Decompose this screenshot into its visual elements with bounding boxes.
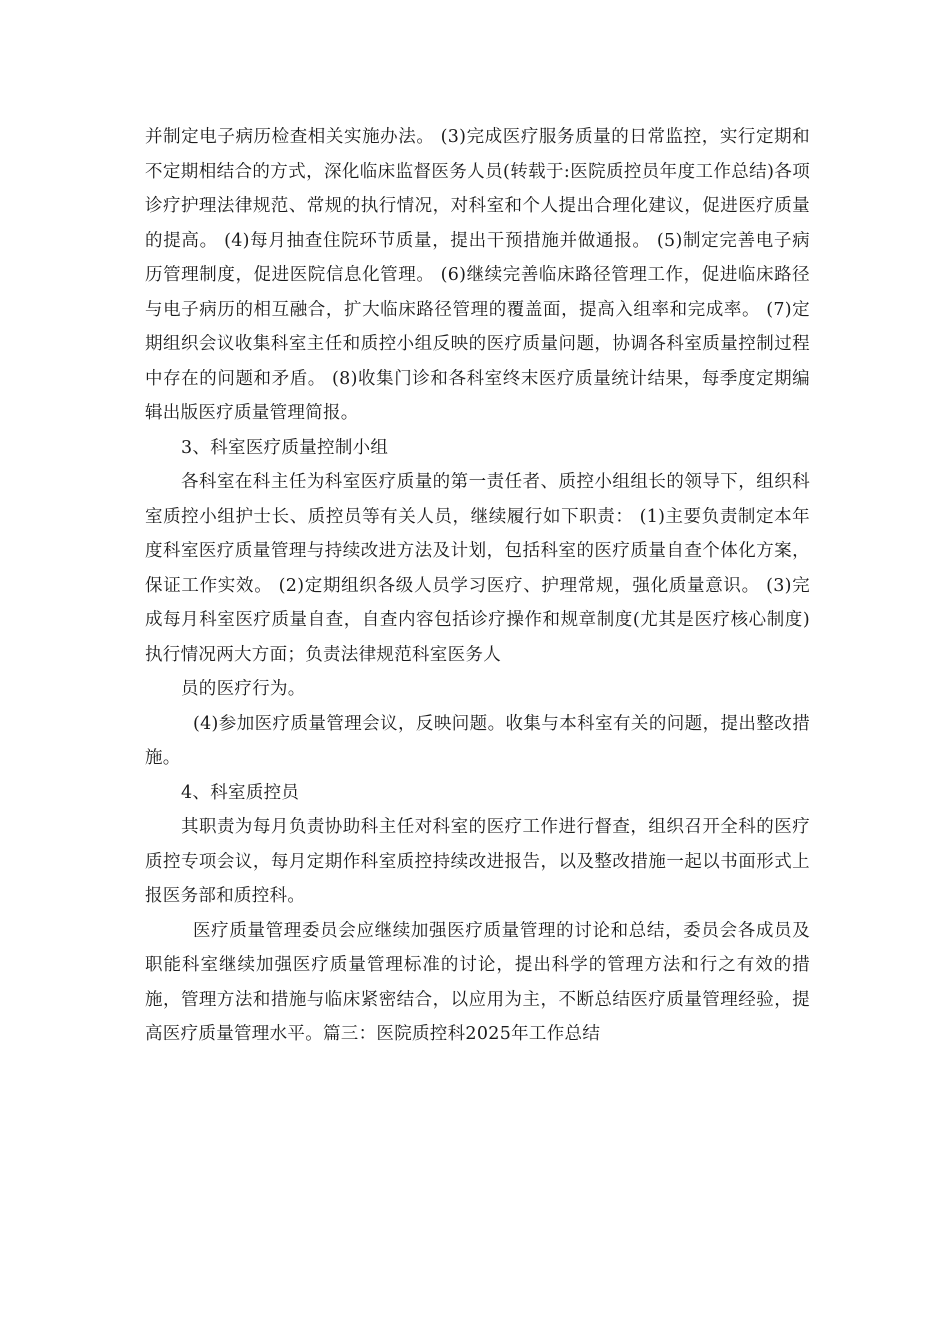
paragraph-qc-officer-duties: 其职责为每月负责协助科主任对科室的医疗工作进行督查，组织召开全科的医疗质控专项会议，每月定期作科室质控持续改进报告，以及整改措施一起以书面形式上报医务部和质控科。 (145, 817, 810, 906)
document-body (145, 120, 810, 1052)
paragraph-dept-group-duties: 各科室在科主任为科室医疗质量的第一责任者、质控小组组长的领导下，组织科室质控小组护士长、质控员等有关人员，继续履行如下职责： (1)主要负责制定本年度科室医疗质量管理与持续改进方法及计划，包括科室的医疗质量自查个体化方案，保证工作实效。 (2)定期组织各级人员学习医疗、护理常规，强化质量意识。 (3)完成每月科室医疗质量自查，自查内容包括诊疗操作和规章制度(尤其是医疗核心制度)执行情况两大方面；负责法律规范科室医务人 (145, 472, 810, 665)
section-heading-3: 3、科室医疗质量控制小组 (181, 437, 389, 458)
paragraph-dept-group-duties-tail: 员的医疗行为。 (181, 679, 306, 699)
paragraph-duties-continued: 并制定电子病历检查相关实施办法。 (3)完成医疗服务质量的日常监控，实行定期和不定期相结合的方式，深化临床监督医务人员(转载于:医院质控员年度工作总结)各项诊疗护理法律规范、常规的执行情况，对科室和个人提出合理化建议，促进医疗质量的提高。 (4)每月抽查住院环节质量，提出干预措施并做通报。 (5)制定完善电子病历管理制度，促进医院信息化管理。 (6)继续完善临床路径管理工作，促进临床路径与电子病历的相互融合，扩大临床路径管理的覆盖面，提高入组率和完成率。 (7)定期组织会议收集科室主任和质控小组反映的医疗质量问题，协调各科室质量控制过程中存在的问题和矛盾。 (8)收集门诊和各科室终末医疗质量统计结果，每季度定期编辑出版医疗质量管理简报。 (145, 127, 810, 423)
paragraph-committee-summary: 医疗质量管理委员会应继续加强医疗质量管理的讨论和总结，委员会各成员及职能科室继续加强医疗质量管理标准的讨论，提出科学的管理方法和行之有效的措施，管理方法和措施与临床紧密结合，以应用为主，不断总结医疗质量管理经验，提高医疗质量管理水平。篇三：医院质控科2025年工作总结 (145, 920, 810, 1044)
paragraph-item-4: (4)参加医疗质量管理会议，反映问题。收集与本科室有关的问题，提出整改措施。 (145, 713, 810, 768)
section-heading-4: 4、科室质控员 (181, 782, 300, 803)
